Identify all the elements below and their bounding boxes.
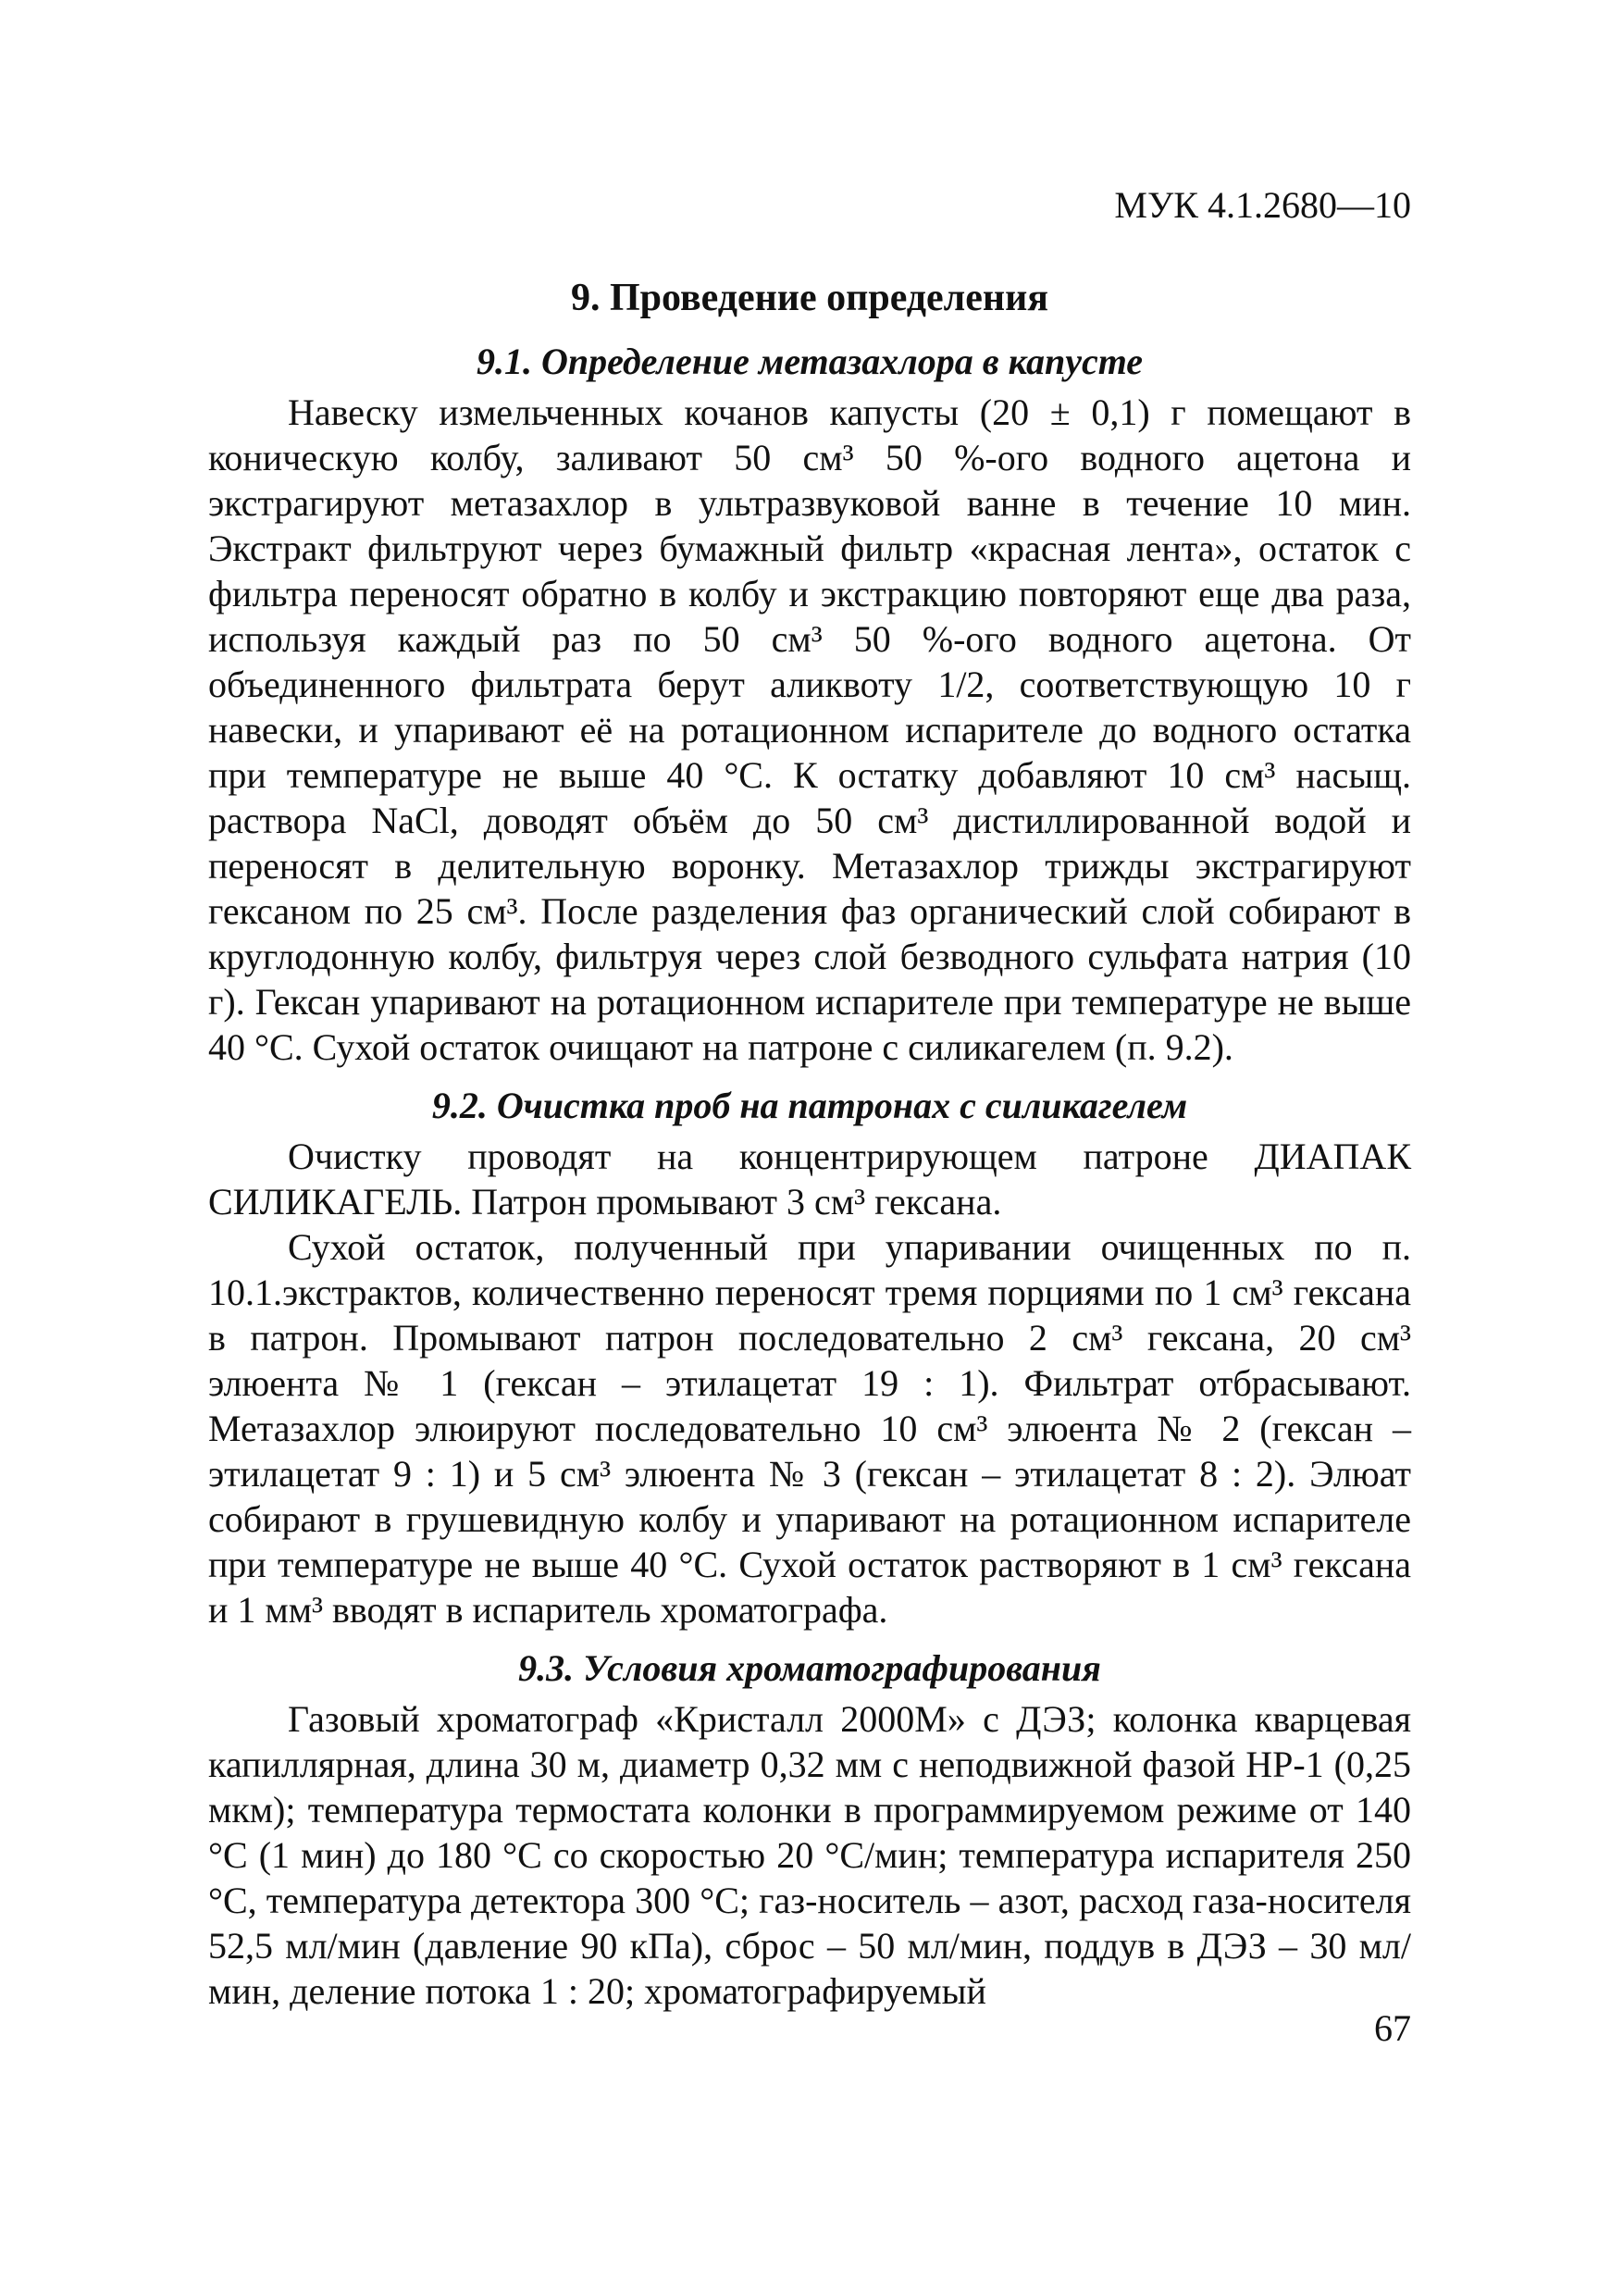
subsection-title: 9.3. Условия хроматографирования	[518, 1647, 1101, 1689]
subsection-9-2	[208, 1083, 1411, 1632]
page-number: 67	[1374, 2007, 1411, 2049]
paragraph: Очистку проводят на концентрирующем патроне ДИАПАК СИЛИКАГЕЛЬ. Патрон промывают 3 см³ гексана.	[208, 1136, 1411, 1222]
subsection-title: 9.2. Очистка проб на патронах с силикагелем	[431, 1085, 1188, 1126]
paragraph: Навеску измельченных кочанов капусты (20 ± 0,1) г помещают в коническую колбу, заливают 50 см³ 50 %-ого водного ацетона и экстрагируют метазахлор в ультразвуковой ванне в течение 10 мин. Экстракт фильтруют через бумажный фильтр «красная лента», остаток с фильтра переносят обратно в колбу и экстракцию повторяют еще два раза, используя каждый раз по 50 см³ 50 %-ого водного ацетона. От объединенного фильтрата берут аликвоту 1/2, соответствующую 10 г навески, и упаривают её на ротационном испарителе до водного остатка при температуре не выше 40 °С. К остатку добавляют 10 см³ насыщ. раствора NaCl, доводят объём до 50 см³ дистиллированной водой и переносят в делительную воронку. Метазахлор трижды экстрагируют гексаном по 25 см³. После разделения фаз органический слой собирают в круглодонную колбу, фильтруя через слой безводного сульфата натрия (10 г). Гексан упаривают на ротационном испарителе при температуре не выше 40 °С. Сухой остаток очищают на патроне с силикагелем (п. 9.2).	[208, 391, 1411, 1068]
subsection-9-1	[208, 339, 1411, 1070]
subsection-title: 9.1. Определение метазахлора в капусте	[476, 341, 1144, 382]
section-title: 9. Проведение определения	[570, 277, 1049, 319]
page-content	[208, 274, 1411, 2014]
paragraph: Газовый хроматограф «Кристалл 2000М» с ДЭЗ; колонка кварцевая капиллярная, длина 30 м, диаметр 0,32 мм с неподвижной фазой HP-1 (0,25 мкм); температура термостата колонки в программируемом режиме от 140 °С (1 мин) до 180 °С со скоростью 20 °С/мин; температура испарителя 250 °С, температура детектора 300 °С; газ-носитель – азот, расход газа-носителя 52,5 мл/мин (давление 90 кПа), сброс – 50 мл/мин, поддув в ДЭЗ – 30 мл/мин, деление потока 1 : 20; хроматографируемый	[208, 1698, 1411, 2012]
document-code: МУК 4.1.2680—10	[1114, 184, 1411, 226]
paragraph: Сухой остаток, полученный при упаривании очищенных по п. 10.1.экстрактов, количественно переносят тремя порциями по 1 см³ гексана в патрон. Промывают патрон последовательно 2 см³ гексана, 20 см³ элюента № 1 (гексан – этилацетат 19 : 1). Фильтрат отбрасывают. Метазахлор элюируют последовательно 10 см³ элюента № 2 (гексан – этилацетат 9 : 1) и 5 см³ элюента № 3 (гексан – этилацетат 8 : 2). Элюат собирают в грушевидную колбу и упаривают на ротационном испарителе при температуре не выше 40 °С. Сухой остаток растворяют в 1 см³ гексана и 1 мм³ вводят в испаритель хроматографа.	[208, 1226, 1411, 1631]
subsection-9-3	[208, 1645, 1411, 2014]
